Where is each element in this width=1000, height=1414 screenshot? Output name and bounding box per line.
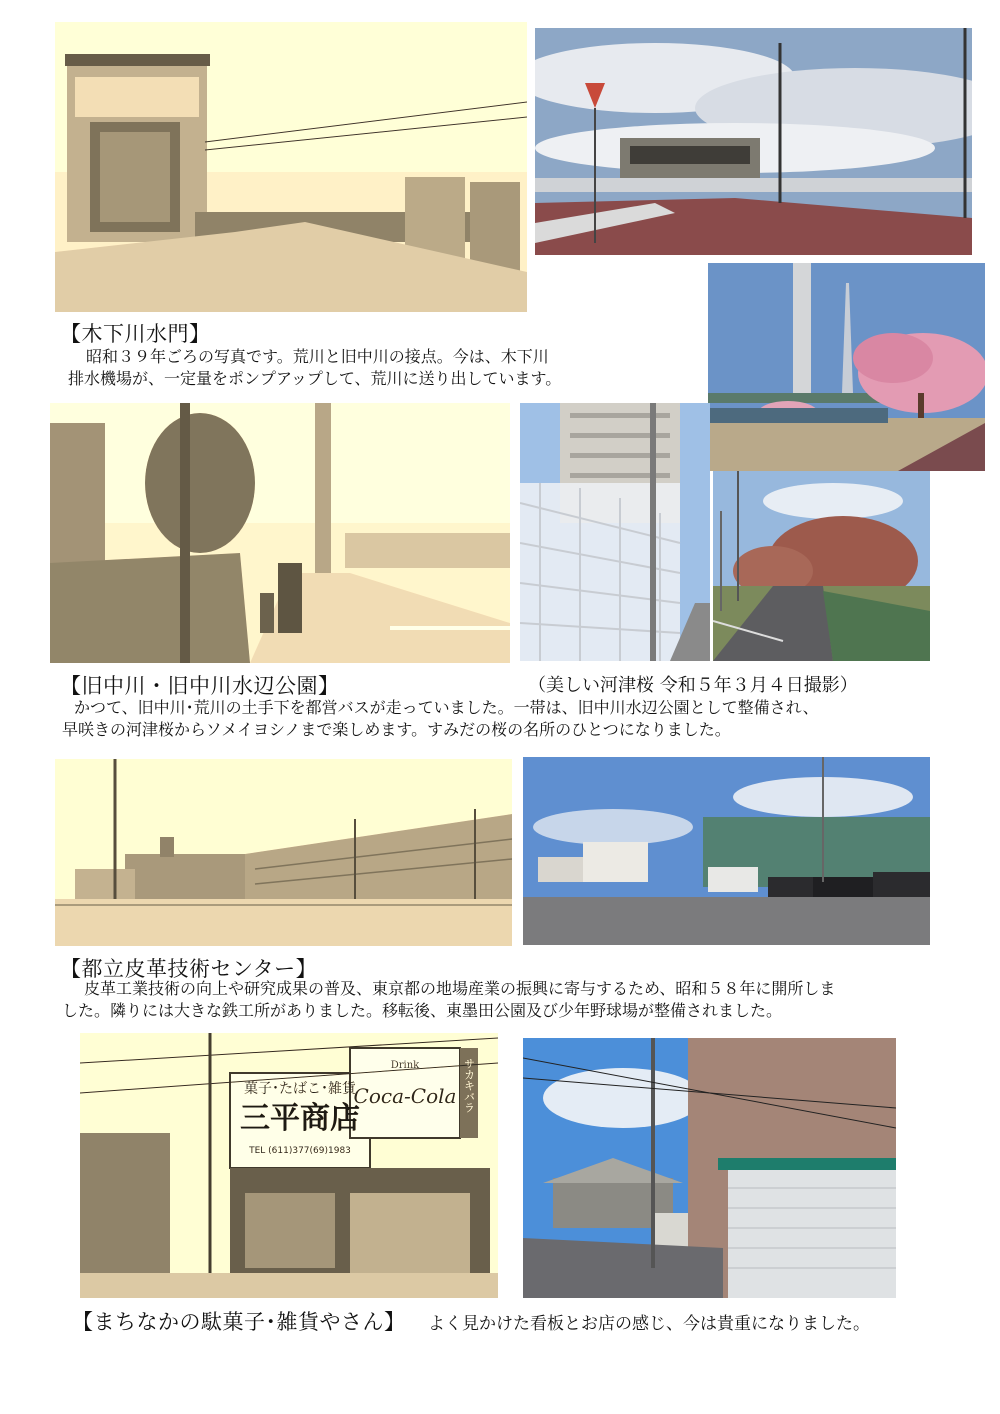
photo-kawazu-cherry-blossoms: [708, 263, 985, 471]
photo-caption-kawazu-cherry: （美しい河津桜 令和５年３月４日撮影）: [528, 675, 858, 696]
photo-shop-shutter-today: [523, 1038, 896, 1298]
text-line: 排水機場が、一定量をポンプアップして、荒川に送り出しています。: [68, 369, 562, 388]
section-heading-candy-shop: 【まちなかの駄菓子･雑貨やさん】: [72, 1310, 406, 1334]
text-line: 早咲きの河津桜からソメイヨシノまで楽しめます。すみだの桜の名所のひとつになりました。: [62, 720, 731, 739]
section-text-kinegawa-floodgate: [68, 346, 708, 390]
text-line: かつて、旧中川･荒川の土手下を都営バスが走っていました。一帯は、旧中川水辺公園として整備され、: [74, 698, 819, 717]
shop-sign-top: 菓子･たばこ･雑貨: [244, 1081, 356, 1097]
photo-kyu-nakagawa-path-today: [520, 403, 710, 661]
section-text-candy-shop: よく見かけた看板とお店の感じ、今は貴重になりました。: [428, 1314, 870, 1334]
old-photo-kyu-nakagawa-street: [50, 403, 510, 663]
old-photo-sanpei-shop: [80, 1033, 498, 1298]
soda-brand-logo: Coca-Cola: [353, 1084, 457, 1108]
section-text-leather-center: [62, 978, 962, 1022]
text-line: した。隣りには大きな鉄工所がありました。移転後、東墨田公園及び少年野球場が整備されました。: [62, 1001, 783, 1020]
photo-kyu-nakagawa-riverside-road: [713, 471, 930, 661]
old-photo-leather-technology-center: [55, 759, 512, 946]
text-line: 皮革工業技術の向上や研究成果の普及、東京都の地場産業の振興に寄与するため、昭和５８年に開所しま: [84, 979, 836, 998]
section-heading-kinegawa-floodgate: 【木下川水門】: [60, 322, 211, 346]
photo-kinegawa-pump-station-today: [535, 28, 972, 255]
shop-name-sign: 三平商店: [240, 1101, 360, 1136]
side-vertical-sign: サカキバラ: [462, 1058, 476, 1113]
section-heading-kyu-nakagawa: 【旧中川・旧中川水辺公園】: [60, 674, 340, 698]
soda-drink-label: Drink: [390, 1060, 420, 1071]
shop-tel-sign: TEL (611)377(69)1983: [249, 1146, 351, 1156]
section-heading-leather-center: 【都立皮革技術センター】: [60, 957, 318, 981]
old-photo-kinegawa-floodgate: [55, 22, 527, 312]
photo-higashi-sumida-park-today: [523, 757, 930, 945]
text-line: 昭和３９年ごろの写真です。荒川と旧中川の接点。今は、木下川: [86, 347, 549, 366]
section-text-kyu-nakagawa: [62, 697, 962, 741]
